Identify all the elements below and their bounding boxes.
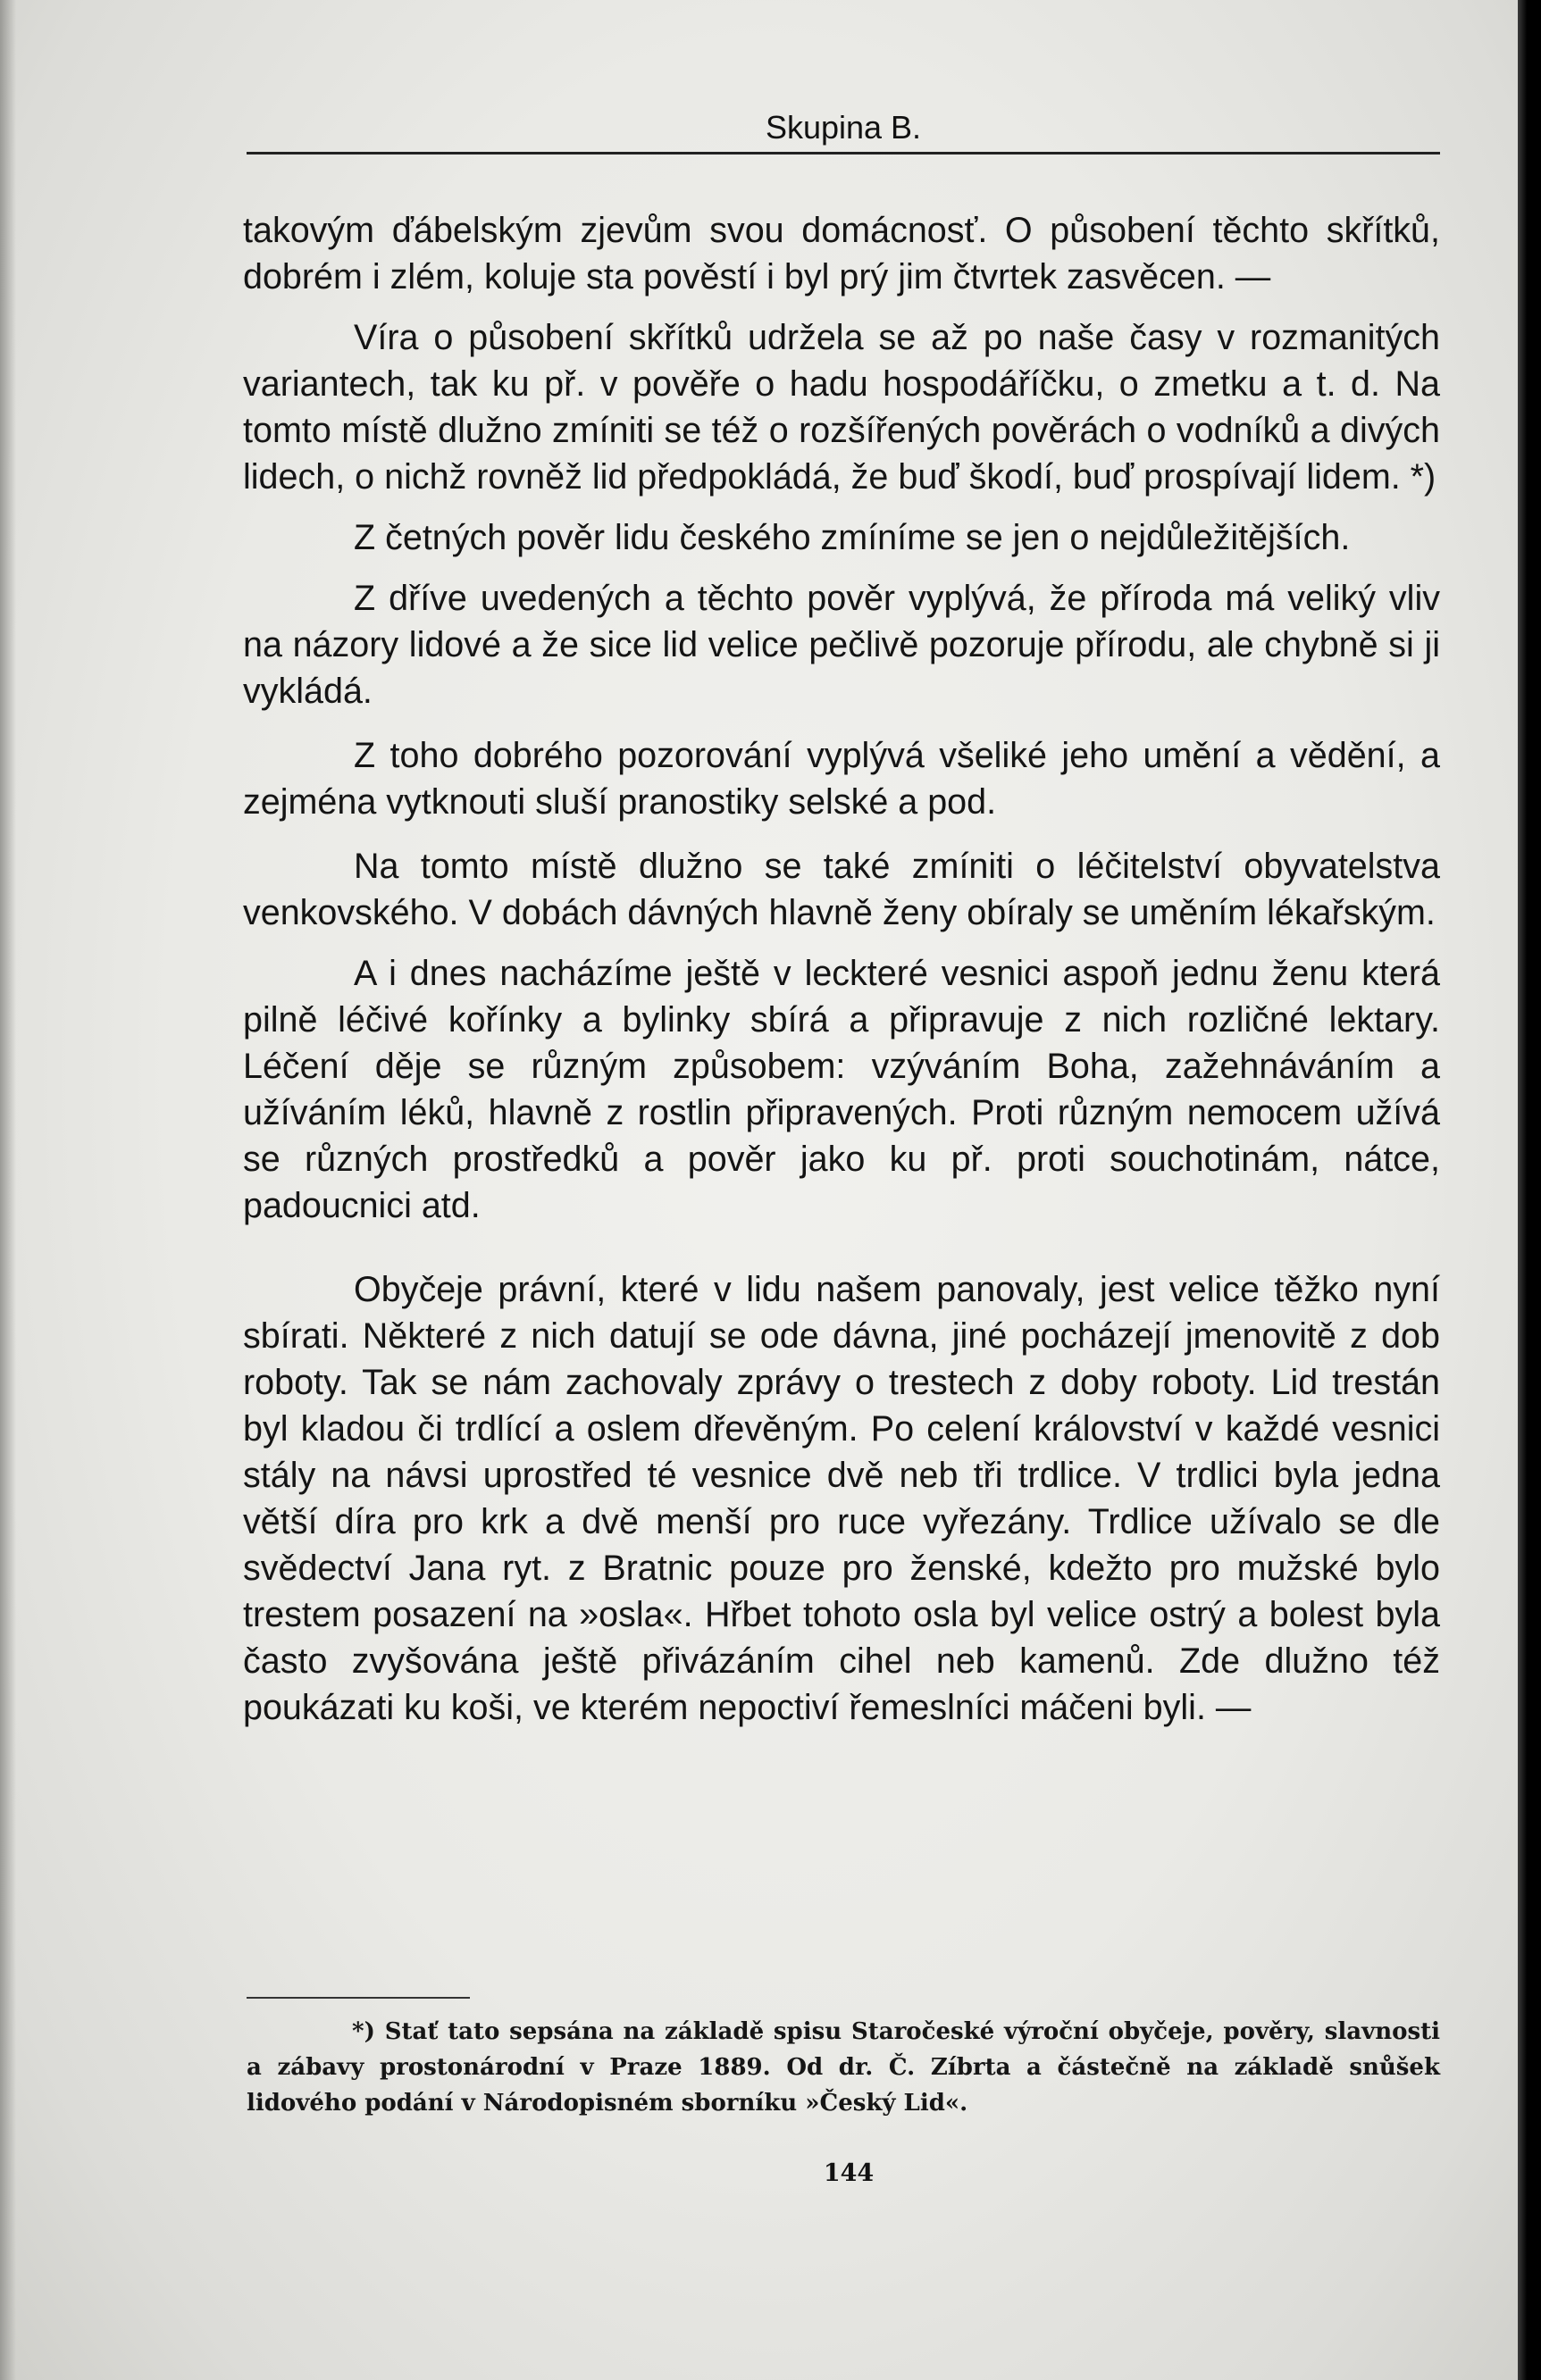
paragraph: Víra o působení skřítků udržela se až po naše časy v rozmanitých variantech, tak ku př. v pověře o hadu hospodáříčku, o zmetku a t. d. Na tomto místě dlužno zmíniti se též o rozšířených pověrách o vodníků a divých lidech, o nichž rovněž lid předpokládá, že buď škodí, buď prospívají lidem. *) (243, 318, 1440, 497)
page-left-shadow (0, 0, 16, 2380)
page-number: 144 (823, 2159, 875, 2187)
header-rule (247, 152, 1440, 154)
running-header: Skupina B. (765, 109, 922, 146)
page-right-border (1518, 0, 1541, 2380)
paragraph: Na tomto místě dlužno se také zmíniti o léčitelství obyvatelstva venkovského. V dobách dávných hlavně ženy obíraly se uměním lékařským. (243, 847, 1440, 932)
body-text (243, 207, 1440, 1731)
footnote: *) Stať tato sepsána na základě spisu Staročeské výroční obyčeje, pověry, slavnosti a zábavy prostonárodní v Praze 1889. Od dr. Č. Zíbrta a částečně na základě snůšek lidového podání v Národopisném sborníku »Český Lid«. (247, 2018, 1440, 2117)
paragraph: A i dnes nacházíme ještě v leckteré vesnici aspoň jednu ženu která pilně léčivé kořínky a bylinky sbírá a připravuje z nich rozličné lektary. Léčení děje se různým způsobem: vzýváním Boha, zažehnáváním a užíváním léků, hlavně z rostlin připravených. Proti různým nemocem užívá se různých prostředků a pověr jako ku př. proti souchotinám, nátce, padoucnici atd. (243, 954, 1440, 1225)
paragraph: Obyčeje právní, které v lidu našem panovaly, jest velice těžko nyní sbírati. Některé z nich datují se ode dávna, jiné pocházejí jmenovitě z dob roboty. Tak se nám zachovaly zprávy o trestech z doby roboty. Lid trestán byl kladou či trdlící a oslem dřevěným. Po celení království v každé vesnici stály na návsi uprostřed té vesnice dvě neb tři trdlice. V trdlici byla jedna větší díra pro krk a dvě menší pro ruce vyřezány. Trdlice užívalo se dle svědectví Jana ryt. z Bratnic pouze pro ženské, kdežto pro mužské bylo trestem posazení na »osla«. Hřbet tohoto osla byl velice ostrý a bolest byla často zvyšována ještě přivázáním cihel neb kamenů. Zde dlužno též poukázati ku koši, ve kterém nepoctiví řemeslníci máčeni byli. — (243, 1270, 1440, 1727)
paragraph: Z toho dobrého pozorování vyplývá všeliké jeho umění a vědění, a zejména vytknouti sluší pranostiky selské a pod. (243, 736, 1440, 822)
paragraph: takovým ďábelským zjevům svou domácnosť. O působení těchto skřítků, dobrém i zlém, koluje sta pověstí i byl prý jim čtvrtek zasvěcen. — (243, 211, 1440, 296)
paragraph: Z četných pověr lidu českého zmíníme se jen o nejdůležitějších. (354, 518, 1351, 557)
footnote-rule (247, 1997, 470, 1999)
paragraph: Z dříve uvedených a těchto pověr vyplývá, že příroda má veliký vliv na názory lidové a že sice lid velice pečlivě pozoruje přírodu, ale chybně si ji vykládá. (243, 579, 1440, 711)
